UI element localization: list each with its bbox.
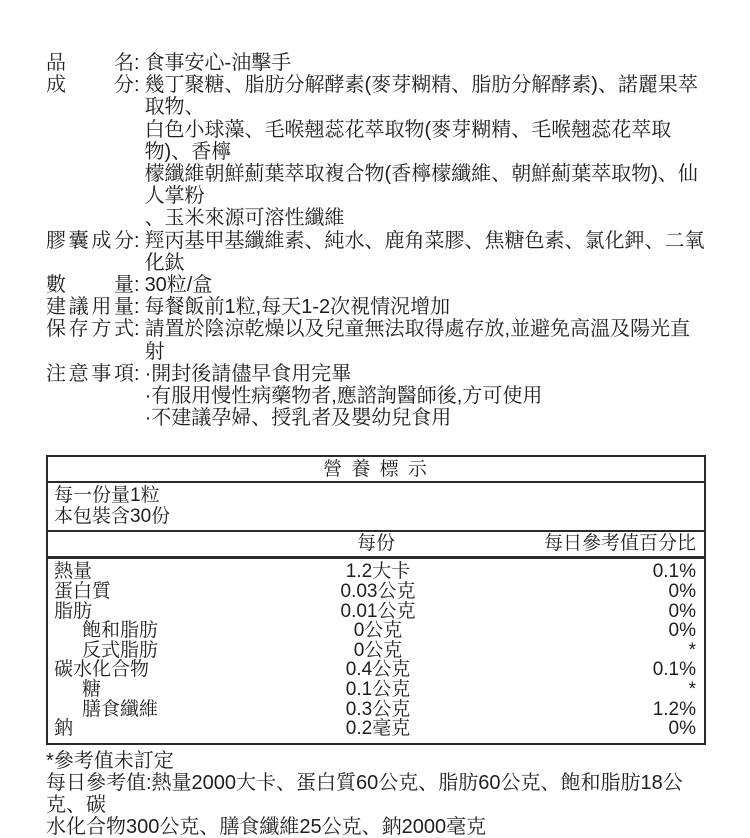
nutrient-name: 反式脂肪 <box>82 639 159 661</box>
nutrient-row-saturated-fat <box>48 621 704 641</box>
product-info-section <box>46 0 706 429</box>
nutrient-value: 0.03公克 <box>340 581 416 603</box>
nutrient-row-fat <box>48 602 704 622</box>
info-value-line: 白色小球藻、毛喉翹蕊花萃取物(麥芽糊精、毛喉翹蕊花萃取物)、香檸 <box>144 118 672 163</box>
footnote-undetermined: *參考值未訂定 <box>46 749 174 772</box>
nutrient-value: 0.2毫克 <box>345 718 411 740</box>
info-value-line: 30粒/盒 <box>144 274 213 297</box>
precautions-value <box>145 363 706 430</box>
storage-value <box>145 318 706 362</box>
nutrient-name: 糖 <box>82 679 102 701</box>
info-colon: : <box>134 318 140 341</box>
nutrient-dv: * <box>688 679 696 701</box>
info-row-ingredients <box>46 74 706 229</box>
nutrition-title: 營 養 標 示 <box>48 457 704 483</box>
info-colon: : <box>134 362 140 385</box>
column-header-per-serving: 每份 <box>356 533 395 555</box>
nutrient-name: 碳水化合物 <box>54 659 150 681</box>
nutrient-row-trans-fat <box>48 641 704 661</box>
nutrient-value: 0公克 <box>353 620 403 642</box>
daily-reference-line: 每日參考值:熱量2000大卡、蛋白質60公克、脂肪60公克、飽和脂肪18公克、碳 <box>46 771 683 816</box>
nutrient-row-sodium <box>48 719 704 739</box>
nutrient-dv: * <box>688 639 696 661</box>
info-value-line: 、玉米來源可溶性纖維 <box>144 207 345 230</box>
info-row-precautions <box>46 363 706 430</box>
nutrient-row-protein <box>48 582 704 602</box>
serving-info-section <box>48 483 704 532</box>
nutrient-value: 0公克 <box>353 639 403 661</box>
info-colon: : <box>134 74 140 97</box>
info-value-line: 幾丁聚糖、脂肪分解酵素(麥芽糊精、脂肪分解酵素)、諾麗果萃取物、 <box>144 74 698 119</box>
nutrient-value: 1.2大卡 <box>345 561 411 583</box>
nutrient-dv: 0% <box>668 600 696 622</box>
info-row-storage <box>46 318 706 362</box>
info-label-suggested-use: 建議用量 <box>46 296 134 319</box>
info-label-capsule-ingredients: 膠囊成分 <box>46 229 134 252</box>
info-row-quantity <box>46 274 706 296</box>
nutrient-value: 0.1公克 <box>345 679 411 701</box>
column-header-row <box>48 532 704 559</box>
ingredients-value <box>145 74 706 229</box>
nutrient-name: 脂肪 <box>54 600 93 622</box>
nutrient-dv: 0% <box>668 581 696 603</box>
nutrient-rows <box>48 559 704 742</box>
info-colon: : <box>134 229 140 252</box>
nutrient-row-calories <box>48 562 704 582</box>
servings-per-pack-line: 本包裝含30份 <box>54 506 171 528</box>
precaution-line: ·不建議孕婦、授乳者及嬰幼兒食用 <box>144 407 452 430</box>
nutrient-name: 飽和脂肪 <box>82 620 159 642</box>
nutrient-value: 0.3公克 <box>345 698 411 720</box>
info-value-line: 食事安心-油擊手 <box>144 52 292 74</box>
quantity-value <box>145 274 706 296</box>
precaution-line: ·有服用慢性病藥物者,應諮詢醫師後,方可使用 <box>144 385 543 408</box>
nutrient-dv: 0.1% <box>652 561 696 583</box>
capsule-ingredients-value <box>145 230 706 274</box>
info-row-capsule-ingredients <box>46 230 706 274</box>
nutrient-name: 鈉 <box>54 718 74 740</box>
info-label-ingredients: 成分 <box>46 74 134 97</box>
info-row-suggested-use <box>46 296 706 318</box>
info-colon: : <box>134 274 140 297</box>
info-row-product-name <box>46 52 706 74</box>
info-label-quantity: 數量 <box>46 274 134 297</box>
nutrient-value: 0.4公克 <box>345 659 411 681</box>
info-colon: : <box>134 296 140 319</box>
footnotes-section <box>46 750 706 838</box>
nutrition-table <box>46 455 706 744</box>
info-label-storage: 保存方式 <box>46 318 134 341</box>
serving-size-line: 每一份量1粒 <box>54 485 160 507</box>
nutrient-dv: 0% <box>668 620 696 642</box>
product-name-value <box>145 52 706 74</box>
daily-reference-line: 水化合物300公克、膳食纖維25公克、鈉2000毫克 <box>46 815 487 838</box>
nutrient-row-sugar <box>48 680 704 700</box>
info-colon: : <box>134 52 140 74</box>
nutrient-row-carbohydrate <box>48 660 704 680</box>
info-value-line: 檬纖維朝鮮薊葉萃取複合物(香檸檬纖維、朝鮮薊葉萃取物)、仙人掌粉 <box>144 163 698 208</box>
info-value-line: 羥丙基甲基纖維素、純水、鹿角菜膠、焦糖色素、氯化鉀、二氧化鈦 <box>144 229 705 274</box>
info-value-line: 請置於陰涼乾燥以及兒童無法取得處存放,並避免高溫及陽光直射 <box>144 318 691 363</box>
nutrient-dv: 0% <box>668 718 696 740</box>
info-label-precautions: 注意事項 <box>46 362 134 385</box>
nutrient-row-dietary-fiber <box>48 700 704 720</box>
nutrient-dv: 1.2% <box>652 698 696 720</box>
precaution-line: ·開封後請儘早食用完畢 <box>144 362 352 385</box>
nutrient-name: 熱量 <box>54 561 93 583</box>
nutrient-name: 蛋白質 <box>54 581 112 603</box>
info-value-line: 每餐飯前1粒,每天1-2次視情況增加 <box>144 296 451 319</box>
nutrient-name: 膳食纖維 <box>82 698 159 720</box>
nutrient-dv: 0.1% <box>652 659 696 681</box>
nutrient-value: 0.01公克 <box>340 600 416 622</box>
column-header-daily-value: 每日參考值百分比 <box>543 533 696 555</box>
info-label-product-name: 品名 <box>46 52 134 74</box>
suggested-use-value <box>145 296 706 318</box>
